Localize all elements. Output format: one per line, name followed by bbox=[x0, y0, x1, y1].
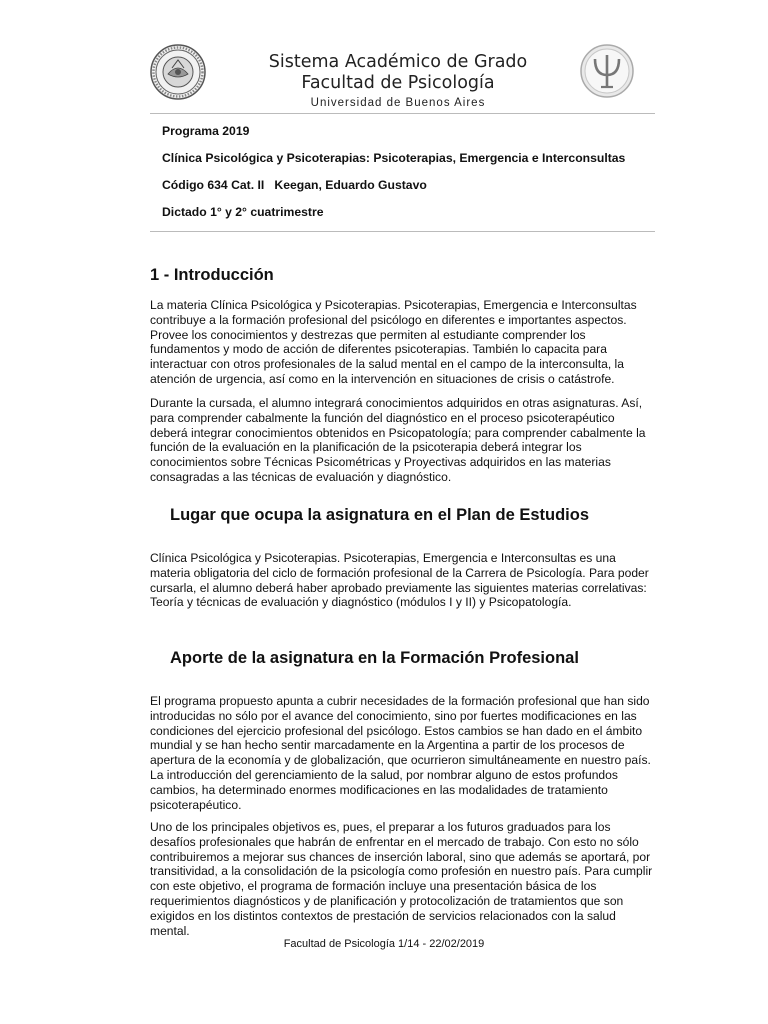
intro-paragraph-1: La materia Clínica Psicológica y Psicoterapias. Psicoterapias, Emergencia e Interconsultas contribuye a la formación profesional del psicólogo en diferentes e importantes aspectos. Provee los conocimientos y destrezas que permiten al estudiante comprender los fundamentos y modo de acción de diferentes psicoterapias. También lo capacita para interactuar con otros profesionales de la salud mental en el campo de la interconsulta, la atención de urgencia, así como en la intervención en situaciones de crisis o catástrofe. bbox=[150, 298, 637, 386]
plan-heading: Lugar que ocupa la asignatura en el Plan de Estudios bbox=[170, 506, 590, 524]
course-name: Clínica Psicológica y Psicoterapias: Psicoterapias, Emergencia e Interconsultas bbox=[162, 151, 626, 165]
document-header bbox=[210, 52, 586, 109]
program-year: Programa 2019 bbox=[162, 124, 250, 138]
intro-heading: 1 - Introducción bbox=[150, 266, 274, 284]
course-info bbox=[162, 124, 652, 232]
plan-paragraph: Clínica Psicológica y Psicoterapias. Psicoterapias, Emergencia e Interconsultas es una materia obligatoria del ciclo de formación profesional de la Carrera de Psicología. Para poder cursarla, el alumno deberá haber aprobado previamente las siguientes materias correlativas: Teoría y técnicas de evaluación y diagnóstico (módulos I y II) y Psicopatología. bbox=[150, 551, 649, 610]
course-term: Dictado 1° y 2° cuatrimestre bbox=[162, 205, 324, 219]
header-title-line2: Facultad de Psicología bbox=[301, 73, 495, 93]
uba-seal-icon bbox=[150, 44, 206, 100]
psi-symbol-icon bbox=[580, 44, 634, 98]
page-footer: Facultad de Psicología 1/14 - 22/02/2019 bbox=[283, 938, 485, 950]
contribution-heading: Aporte de la asignatura en la Formación Profesional bbox=[170, 649, 579, 667]
course-code-professor: Código 634 Cat. II Keegan, Eduardo Gustavo bbox=[162, 178, 427, 192]
intro-paragraph-2: Durante la cursada, el alumno integrará conocimientos adquiridos en otras asignaturas. Así, para comprender cabalmente la función del diagnóstico en el proceso psicoterapéutico deberá integrar conocimientos obtenidos en Psicopatología; para comprender cabalmente la función de la evaluación en la planificación de la psicoterapia deberá integrar los conocimientos sobre Técnicas Psicométricas y Proyectivas adquiridos en las materias consagradas a las técnicas de evaluación y diagnóstico. bbox=[150, 396, 646, 484]
header-title-line1: Sistema Académico de Grado bbox=[268, 52, 528, 72]
header-divider bbox=[150, 113, 655, 114]
info-divider bbox=[150, 231, 655, 232]
contribution-paragraph-1: El programa propuesto apunta a cubrir necesidades de la formación profesional que han sido introducidas no sólo por el avance del conocimiento, sino por fuertes modificaciones en las condiciones del ejercicio profesional del psicólogo. Estos cambios se han dado en el ámbito mundial y se han hecho sentir marcadamente en la Argentina a partir de los procesos de apertura de la economía y de globalización, que ocurrieron simultáneamente en nuestro país. La introducción del gerenciamiento de la salud, por nombrar alguno de estos profundos cambios, ha determinado enormes modificaciones en las modalidades de tratamiento psicoterapéutico. bbox=[150, 694, 651, 812]
header-subtitle: Universidad de Buenos Aires bbox=[310, 97, 486, 109]
contribution-paragraph-2: Uno de los principales objetivos es, pues, el preparar a los futuros graduados para los desafíos profesionales que habrán de enfrentar en el mercado de trabajo. Con esto no sólo contribuiremos a mejorar sus chances de inserción laboral, sino que además se aportará, por transitividad, a la consolidación de la psicología como profesión en nuestro país. Para cumplir con este objetivo, el programa de formación incluye una presentación básica de los requerimientos diagnósticos y de planificación y protocolización de tratamientos que son exigidos en los distintos contextos de prestación de servicios relacionados con la salud mental. bbox=[150, 820, 653, 938]
